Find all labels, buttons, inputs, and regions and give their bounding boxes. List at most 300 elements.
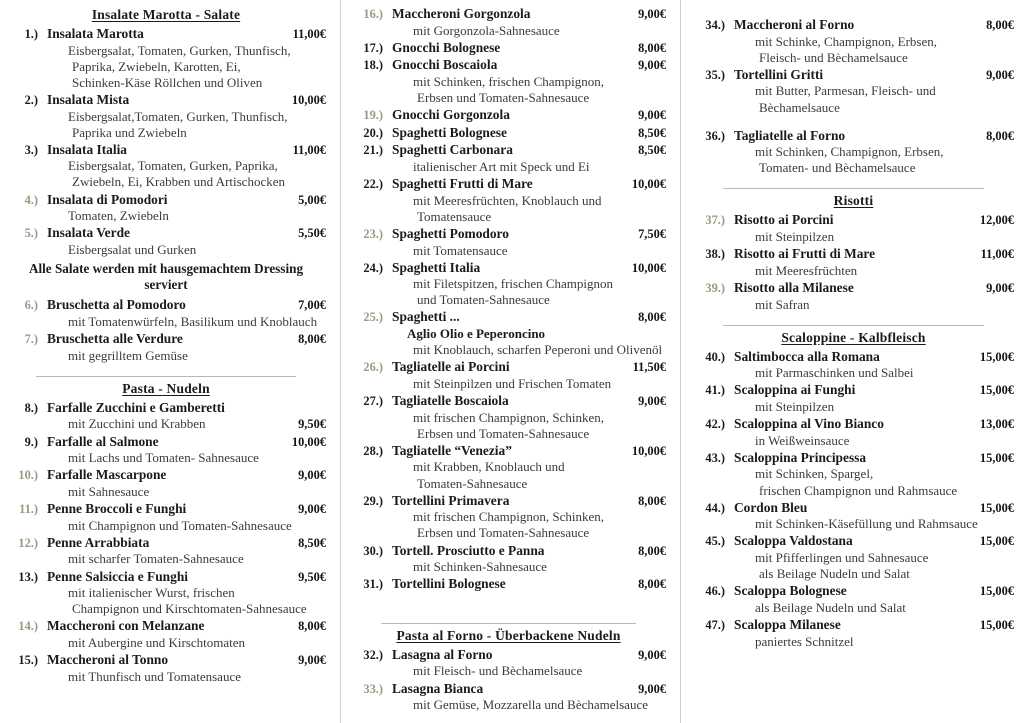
menu-item[interactable] [693,500,1014,533]
menu-item-number: 45.) [705,534,725,549]
menu-item-description-row [6,314,326,330]
menu-item[interactable] [693,212,1014,245]
menu-item-header [6,92,326,109]
menu-item-description-row [693,83,1014,99]
menu-item-number: 31.) [363,577,383,592]
menu-item-name: Insalata Verde [47,225,130,241]
menu-item-name: Penne Arrabbiata [47,534,150,550]
menu-item-header [351,6,666,23]
menu-item-price: 15,00€ [979,584,1014,599]
menu-item-name: Cordon Bleu [734,499,808,515]
menu-item-description-row [693,297,1014,313]
menu-item-description: mit frischen Champignon, Schinken, [413,509,605,525]
menu-item-name: Tortellini Primavera [392,492,510,508]
menu-item-price: 8,00€ [638,543,666,558]
menu-item-name: Risotto ai Porcini [734,212,834,228]
menu-item[interactable] [351,493,666,542]
menu-item-number: 33.) [363,681,383,696]
menu-item-price: 15,00€ [979,349,1014,364]
menu-item-name: Maccheroni al Forno [734,17,855,32]
menu-item-description: Paprika und Zwiebeln [72,124,187,140]
menu-item-header [693,246,1014,263]
menu-item-name: Scaloppina al Vino Bianco [734,416,884,432]
menu-item-name: Scaloppa Milanese [734,616,841,632]
menu-item-description: Eisbergsalat,Tomaten, Gurken, Thunfisch, [68,108,288,124]
menu-item-subheading-row [351,326,666,342]
menu-item[interactable] [351,176,666,225]
menu-item-header [693,349,1014,366]
menu-item-number: 32.) [363,647,383,662]
menu-item-number: 12.) [18,535,38,550]
menu-item-description-row [693,365,1014,381]
menu-item-header [351,176,666,193]
menu-item-number: 6.) [24,298,38,313]
menu-item-number: 4.) [24,192,38,207]
menu-item-name: Insalata Italia [47,141,127,157]
menu-item-description-row [6,585,326,601]
menu-item-name: Penne Broccoli e Funghi [47,501,187,517]
section-heading: Pasta - Nudeln [122,380,210,396]
menu-item-price: 15,00€ [979,500,1014,515]
menu-item-price: 8,00€ [986,18,1014,32]
menu-item-header [6,192,326,209]
menu-item-description-row [351,90,666,106]
menu-item-number: 27.) [363,394,383,409]
menu-item-number: 43.) [705,450,725,465]
menu-item-description-row [351,559,666,575]
menu-item[interactable] [693,280,1014,313]
menu-item-description: frischen Champignon und Rahmsauce [759,482,958,498]
section-heading: Insalate Marotta - Salate [91,7,241,22]
menu-item-header [351,359,666,376]
menu-item-description: italienischer Art mit Speck und Ei [413,158,590,174]
menu-item-header [6,467,326,484]
menu-item-price: 8,50€ [638,143,666,158]
menu-item-price: 10,00€ [291,92,326,107]
menu-item-description: Fleisch- und Bèchamelsauce [759,49,908,65]
menu-item[interactable] [6,297,326,330]
menu-item-header [351,443,666,460]
menu-item-description-row [351,697,666,713]
menu-item-description-row [351,476,666,492]
menu-item-number: 2.) [24,92,38,107]
menu-item-description: mit Tomatensauce [413,242,508,258]
menu-item[interactable] [351,681,666,714]
menu-item-name: Penne Salsiccia e Funghi [47,568,188,584]
menu-item-description-row [693,466,1014,482]
menu-item-header [6,142,326,159]
menu-item-header [6,501,326,518]
menu-item[interactable] [693,583,1014,616]
menu-item-header [693,212,1014,229]
menu-item-description-row [351,74,666,90]
menu-item-header [693,382,1014,399]
menu-item-name: Gnocchi Gorgonzola [392,107,510,123]
menu-item-description: mit Butter, Parmesan, Fleisch- und [755,83,936,99]
menu-item-description: mit Schinken-Käsefüllung und Rahmsauce [755,516,978,532]
menu-item-description: Schinken-Käse Röllchen und Oliven [72,74,263,90]
menu-item-description: mit Schinken-Sahnesauce [413,559,547,575]
menu-item[interactable] [351,142,666,175]
menu-item-header [351,647,666,664]
menu-item-price: 9,50€ [298,569,326,584]
menu-item[interactable] [351,647,666,680]
menu-item-description-row [693,399,1014,415]
menu-item-number: 44.) [705,500,725,515]
menu-item-price: 15,00€ [979,617,1014,632]
menu-item[interactable] [351,226,666,259]
menu-item-description-row [693,433,1014,449]
menu-item-name: Saltimbocca alla Romana [734,348,880,364]
menu-item[interactable] [693,349,1014,382]
menu-item-description-row [351,276,666,292]
menu-item[interactable] [6,434,326,467]
menu-item-description: paniertes Schnitzel [755,633,854,649]
menu-item-header [351,40,666,57]
menu-item[interactable] [351,40,666,57]
menu-item[interactable] [6,331,326,364]
menu-item-number: 25.) [363,310,383,325]
menu-item-name: Spaghetti Italia [392,259,481,275]
menu-item-price: 8,00€ [638,310,666,325]
menu-item-description: mit Krabben, Knoblauch und [413,459,565,475]
menu-item-name: Spaghetti Frutti di Mare [392,176,533,192]
menu-item-description-row [6,601,326,617]
menu-item-name: Tortell. Prosciutto e Panna [392,542,545,558]
menu-item[interactable] [6,26,326,91]
menu-item-description-row [6,75,326,91]
menu-item-description: mit frischen Champignon, Schinken, [413,409,605,425]
menu-item-price: 9,00€ [638,681,666,696]
menu-item-number: 20.) [363,125,383,140]
menu-item-description-row [351,426,666,442]
menu-item-name: Insalata di Pomodori [47,191,168,207]
menu-item-description-row [6,484,326,500]
menu-item-name: Scaloppina Principessa [734,449,867,465]
menu-item-number: 46.) [705,584,725,599]
menu-item-description: Erbsen und Tomaten-Sahnesauce [417,425,590,441]
menu-item-description-row [693,50,1014,66]
menu-item-price: 11,50€ [632,360,666,375]
menu-item-description: mit Schinke, Champignon, Erbsen, [755,33,937,49]
menu-item[interactable] [351,393,666,442]
menu-item[interactable] [693,128,1014,177]
menu-item-price: 8,50€ [298,535,326,550]
menu-item-price: 8,00€ [986,128,1014,143]
menu-item[interactable] [6,501,326,534]
menu-item[interactable] [6,225,326,258]
menu-item-description: mit scharfer Tomaten-Sahnesauce [68,551,244,567]
menu-item-number: 37.) [705,213,725,228]
menu-item-description-row [351,525,666,541]
menu-item-price: 11,00€ [292,142,326,157]
menu-item-description-row [351,243,666,259]
menu-item-number: 9.) [24,434,38,449]
menu-note-line: Alle Salate werden mit hausgemachtem Dressing [28,261,304,277]
menu-item-name: Farfalle Zucchini e Gamberetti [47,399,225,415]
menu-item-description-row [6,109,326,125]
menu-item[interactable] [693,416,1014,449]
menu-item-number: 17.) [363,40,383,55]
menu-item-number: 42.) [705,417,725,432]
menu-item-price: 11,00€ [292,27,326,41]
menu-item-name: Risotto ai Frutti di Mare [734,246,876,262]
menu-item-header [6,331,326,348]
menu-item-number: 19.) [363,108,383,123]
menu-item-name: Lasagna Bianca [392,680,484,696]
menu-item-description: Tomaten- und Bèchamelsauce [759,160,916,176]
menu-item-name: Gnocchi Bolognese [392,39,501,55]
menu-item-number: 16.) [363,7,383,21]
menu-item-header [6,652,326,669]
menu-item[interactable] [693,450,1014,499]
menu-item[interactable] [351,576,666,593]
menu-item-description-row [693,550,1014,566]
menu-item-description: Tomaten, Zwiebeln [68,208,169,224]
menu-item-name: Insalata Mista [47,91,130,107]
menu-item-description-row [6,208,326,224]
menu-item[interactable] [693,17,1014,66]
menu-item-name: Tortellini Bolognese [392,576,506,592]
menu-item-description: mit Gorgonzola-Sahnesauce [413,22,560,38]
menu-item-description: Bèchamelsauce [759,99,840,115]
menu-item-number: 47.) [705,617,725,632]
menu-item[interactable] [351,543,666,576]
menu-item-price: 8,00€ [638,40,666,55]
menu-item-description: mit Zucchini und Krabben [68,416,206,432]
menu-item-number: 14.) [18,619,38,634]
menu-item-description: mit Lachs und Tomaten- Sahnesauce [68,450,259,466]
menu-item-name: Spaghetti Bolognese [392,124,507,140]
menu-item-header [351,543,666,560]
menu-item-description-row [351,159,666,175]
menu-item-header [351,576,666,593]
menu-item-name: Scaloppina ai Funghi [734,382,856,398]
menu-item[interactable] [351,443,666,492]
menu-item-number: 29.) [363,493,383,508]
menu-item-number: 36.) [705,128,725,143]
menu-item-header [6,434,326,451]
menu-item-name: Spaghetti Carbonara [392,142,513,158]
menu-item-description: mit Steinpilzen [755,398,835,414]
menu-item-name: Farfalle Mascarpone [47,467,167,483]
menu-item-description: Tomaten-Sahnesauce [417,475,528,491]
menu-item-number: 8.) [24,400,38,415]
menu-item-number: 1.) [24,27,38,41]
menu-item-description-row [693,144,1014,160]
menu-note [6,261,326,293]
menu-item-description-row [351,292,666,308]
menu-item-description: mit Schinken, frischen Champignon, [413,73,605,89]
menu-item-description: Eisbergsalat, Tomaten, Gurken, Paprika, [68,158,278,174]
menu-item-description-row [6,635,326,651]
menu-column-right [680,0,1024,723]
menu-item-subheading: Aglio Olio e Peperoncino [407,326,546,342]
menu-item-name: Gnocchi Boscaiola [392,57,498,73]
menu-item-price: 8,00€ [298,331,326,346]
menu-item[interactable] [351,125,666,142]
menu-item-description: Tomatensauce [417,208,492,224]
menu-item-number: 13.) [18,569,38,584]
menu-item-header [6,225,326,242]
menu-item-header [351,226,666,243]
menu-item-name: Spaghetti Pomodoro [392,225,509,241]
menu-item-description: als Beilage Nudeln und Salat [759,566,910,582]
menu-item-number: 11.) [19,502,38,517]
menu-item-header [693,450,1014,467]
menu-item[interactable] [6,192,326,225]
menu-item-price: 8,00€ [638,577,666,592]
menu-item[interactable] [6,535,326,568]
menu-item-description-row [693,634,1014,650]
menu-item-description: mit Knoblauch, scharfen Peperoni und Olivenöl [413,342,663,358]
menu-item-description: und Tomaten-Sahnesauce [417,292,550,308]
section-heading: Scaloppine - Kalbfleisch [781,329,926,345]
menu-item-name: Maccheroni al Tonno [47,652,169,668]
menu-item-header [6,400,326,417]
menu-item-header [693,17,1014,34]
section-heading: Pasta al Forno - Überbackene Nudeln [396,627,621,643]
menu-item-description-row [6,125,326,141]
menu-item-header [693,280,1014,297]
menu-item-description: mit Meeresfrüchten, Knoblauch und [413,192,602,208]
menu-item-number: 28.) [363,443,383,458]
menu-item-price: 9,00€ [638,58,666,73]
menu-item-price: 7,00€ [298,298,326,313]
menu-item[interactable] [693,617,1014,650]
menu-item-description-row [693,516,1014,532]
menu-item-description: mit Parmaschinken und Salbei [755,365,914,381]
menu-item-price: 9,00€ [986,67,1014,82]
menu-item[interactable] [6,652,326,685]
menu-item-description: mit Thunfisch und Tomatensauce [68,668,241,684]
menu-item[interactable] [6,467,326,500]
menu-item-header [6,569,326,586]
menu-item-number: 3.) [24,142,38,157]
menu-item-number: 15.) [18,653,38,668]
menu-item[interactable] [351,260,666,309]
menu-item-number: 7.) [24,331,38,346]
menu-item-price: 9,00€ [298,502,326,517]
menu-item-header [351,309,666,326]
menu-item-price: 15,00€ [979,383,1014,398]
menu-item-price: 10,00€ [631,177,666,192]
menu-item-header [693,67,1014,84]
menu-item-price: 9,00€ [298,653,326,668]
menu-item-description: mit Tomatenwürfeln, Basilikum und Knoblauch [68,313,318,329]
menu-item-price: 9,00€ [638,394,666,409]
menu-item-description-row [693,34,1014,50]
menu-item[interactable] [351,6,666,39]
menu-item-description-row [351,193,666,209]
menu-item[interactable] [6,569,326,618]
menu-item-header [693,128,1014,145]
menu-item-description: mit gegrilltem Gemüse [68,347,188,363]
menu-item-description-row [6,551,326,567]
menu-item-number: 38.) [705,247,725,262]
section-divider [381,623,636,624]
menu-item-description-row [693,160,1014,176]
menu-item-description: mit italienischer Wurst, frischen [68,585,235,601]
menu-item-description-row [6,518,326,534]
menu-item-price: 12,00€ [979,213,1014,228]
menu-item[interactable] [693,246,1014,279]
menu-item-description-row [6,450,326,466]
menu-item-number: 22.) [363,177,383,192]
section-divider [723,188,984,189]
menu-item-description: mit Steinpilzen und Frischen Tomaten [413,375,612,391]
menu-item-price: 15,00€ [979,534,1014,549]
menu-column-middle [340,0,680,723]
menu-item-price: 8,50€ [638,125,666,140]
menu-item[interactable] [693,533,1014,582]
menu-item-description-row [6,59,326,75]
menu-item-header [351,493,666,510]
menu-item-description-row [6,158,326,174]
menu-item-header [6,535,326,552]
menu-item-name: Scaloppa Bolognese [734,583,847,599]
menu-item-name: Lasagna al Forno [392,646,493,662]
menu-item[interactable] [351,107,666,124]
menu-column-left [0,0,340,723]
menu-item[interactable] [693,67,1014,116]
menu-item-price: 7,50€ [638,226,666,241]
menu-item-name: Tortellini Gritti [734,66,824,82]
menu-item[interactable] [351,57,666,106]
menu-item-name: Maccheroni con Melanzane [47,618,205,634]
menu-item[interactable] [6,618,326,651]
menu-item-description-row [693,229,1014,245]
menu-item-name: Spaghetti ... [392,309,460,325]
menu-item[interactable] [6,400,326,433]
menu-item-description: Eisbergsalat, Tomaten, Gurken, Thunfisch, [68,42,291,58]
menu-item[interactable] [351,309,666,358]
menu-item-description-row [6,242,326,258]
menu-item-name: Tagliatelle al Forno [734,127,846,143]
menu-item-description: mit Steinpilzen [755,229,835,245]
menu-item-description-row [351,509,666,525]
menu-item-price: 10,00€ [631,260,666,275]
menu-item-price: 15,00€ [979,450,1014,465]
menu-item-header [6,297,326,314]
menu-item-number: 5.) [24,226,38,241]
menu-item-price: 9,00€ [986,280,1014,295]
menu-item-description: mit Safran [755,296,810,312]
menu-item[interactable] [351,359,666,392]
menu-item-description-row [6,174,326,190]
menu-item[interactable] [6,92,326,141]
section-divider [723,325,984,326]
menu-item-description: Champignon und Kirschtomaten-Sahnesauce [72,601,307,617]
menu-item-number: 23.) [363,226,383,241]
menu-item-description: mit Pfifferlingen und Sahnesauce [755,549,929,565]
menu-item[interactable] [6,142,326,191]
menu-item-header [351,681,666,698]
menu-item-description: mit Sahnesauce [68,483,150,499]
menu-note-line: serviert [144,277,188,293]
menu-item-price: 9,00€ [638,108,666,123]
menu-item-description: mit Gemüse, Mozzarella und Bèchamelsauce [413,697,648,713]
menu-item-name: Bruschetta al Pomodoro [47,297,186,313]
menu-item[interactable] [693,382,1014,415]
vertical-gap [693,6,1014,17]
menu-item-name: Maccheroni Gorgonzola [392,6,531,21]
menu-item-price: 9,00€ [638,647,666,662]
menu-item-description-row [351,376,666,392]
menu-item-description-row [693,263,1014,279]
menu-item-price: 9,00€ [638,7,666,21]
menu-item-number: 26.) [363,360,383,375]
